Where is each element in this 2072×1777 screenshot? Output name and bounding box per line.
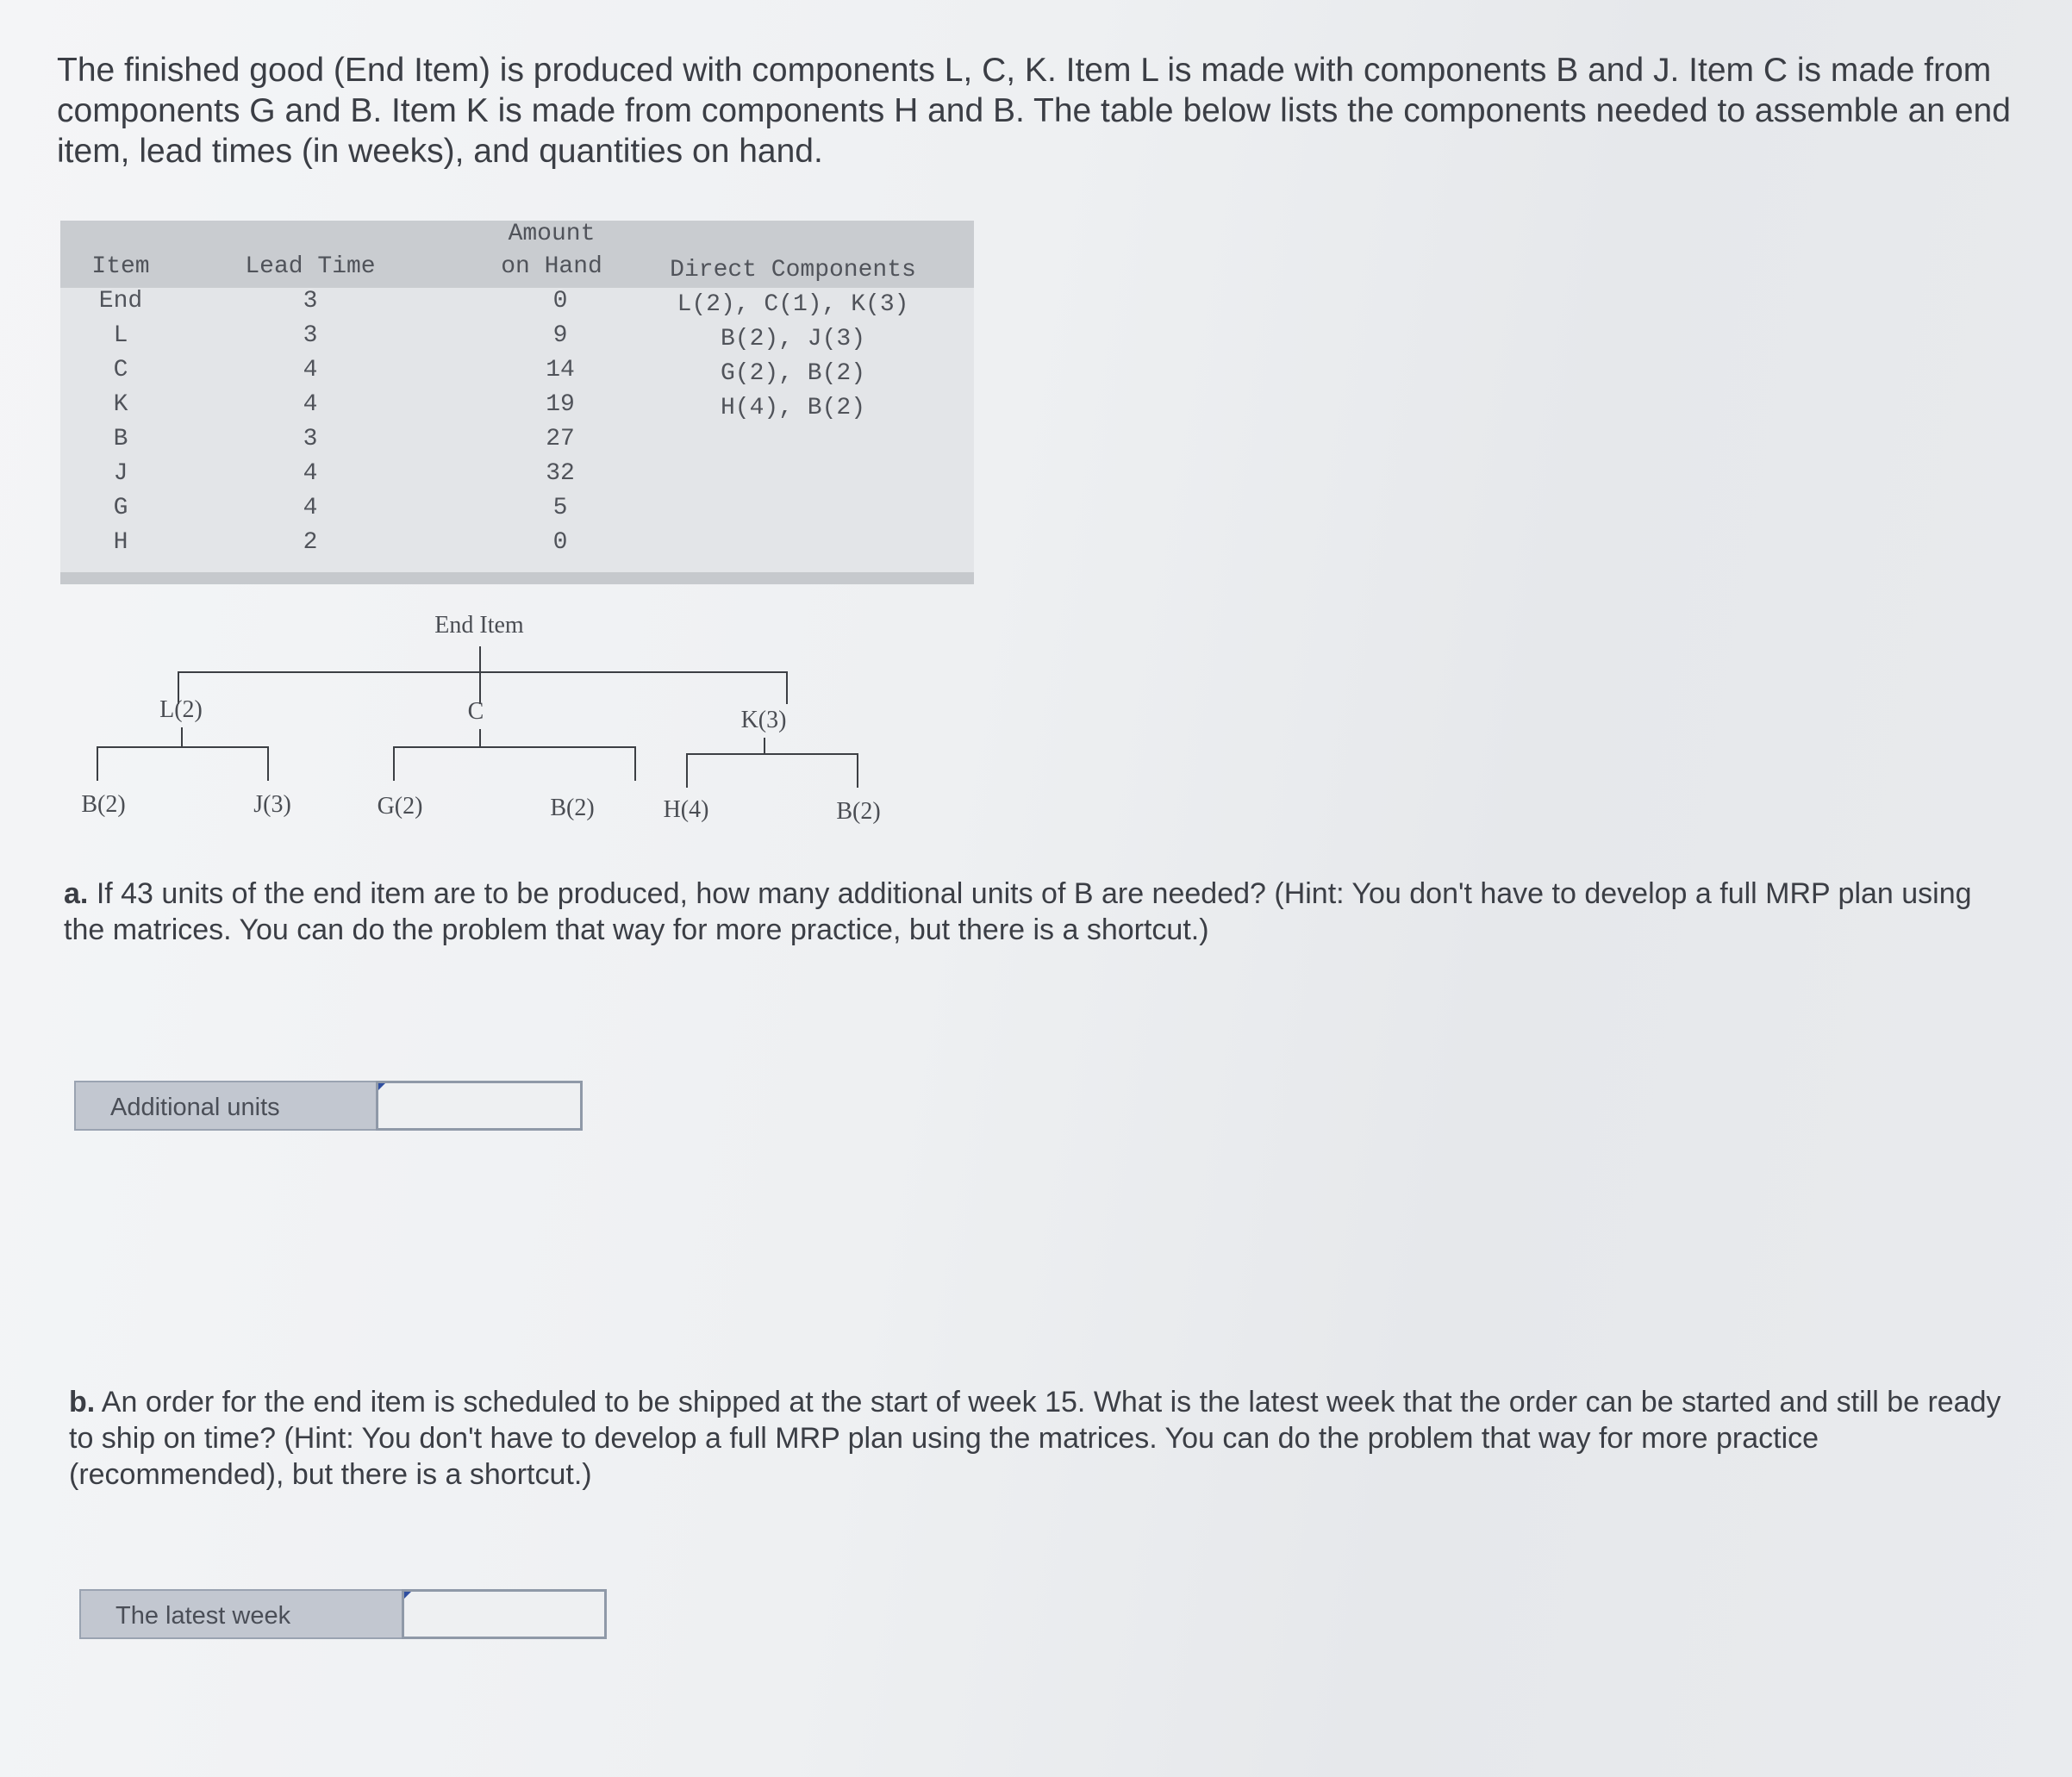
- product-structure-tree: [69, 603, 931, 827]
- tree-root-label: End Item: [434, 612, 524, 639]
- problem-statement: The finished good (End Item) is produced with components L, C, K. Item L is made with components B and J. Item C is made from components G and B. Item K is made from components H and B. The table below lists the components needed to assemble an end item, lead times (in weeks), and quantities on hand.: [57, 52, 2011, 170]
- cell-components: G(2), B(2): [720, 360, 866, 387]
- tree-connector: [393, 746, 395, 781]
- header-item: Item: [91, 253, 150, 280]
- latest-week-input[interactable]: [402, 1589, 607, 1639]
- cell-item: B: [113, 426, 128, 452]
- tree-node-k: K(3): [740, 707, 787, 733]
- tree-connector: [634, 746, 636, 781]
- cell-lead-time: 2: [303, 529, 318, 556]
- component-table: [60, 221, 974, 583]
- cell-lead-time: 4: [303, 391, 318, 418]
- cell-components: H(4), B(2): [720, 395, 866, 421]
- cell-lead-time: 4: [303, 357, 318, 383]
- tree-node-c: C: [467, 698, 484, 725]
- cell-lead-time: 3: [303, 322, 318, 349]
- tree-connector: [178, 671, 786, 673]
- tree-connector: [97, 746, 98, 781]
- header-amount-line1: Amount: [508, 221, 596, 247]
- question-a-text: If 43 units of the end item are to be produced, how many additional units of B are needed? (Hint: You don't have to develop a full MRP plan using the matrices. You can do the problem that way for more practice, but there is a shortcut.): [64, 877, 1972, 946]
- cell-item: C: [113, 357, 128, 383]
- input-marker-icon: [404, 1592, 411, 1599]
- tree-node-l: L(2): [159, 696, 203, 723]
- tree-node-h: H(4): [663, 796, 709, 823]
- answer-label-b: The latest week: [79, 1589, 407, 1639]
- cell-item: K: [113, 391, 128, 418]
- tree-connector: [686, 753, 688, 788]
- tree-connector: [857, 753, 858, 788]
- additional-units-input[interactable]: [376, 1081, 583, 1131]
- answer-row-a: [74, 1081, 583, 1131]
- tree-connector: [267, 746, 269, 781]
- question-b-text: An order for the end item is scheduled to be shipped at the start of week 15. What is the latest week that the order can be started and still be ready to ship on time? (Hint: You don't have to develop a full MRP plan using the matrices. You can do the problem that way for more practice (recommended), but there is a shortcut.): [69, 1386, 2001, 1491]
- tree-connector: [97, 746, 269, 748]
- question-a: [64, 876, 1994, 948]
- cell-lead-time: 4: [303, 495, 318, 521]
- cell-on-hand: 5: [552, 495, 568, 521]
- tree-node-b: B(2): [550, 795, 595, 821]
- tree-connector: [479, 729, 481, 746]
- tree-connector: [479, 646, 481, 672]
- tree-node-g: G(2): [377, 793, 423, 820]
- cell-item: J: [113, 460, 128, 487]
- header-amount-line2: on Hand: [501, 253, 602, 280]
- tree-node-b: B(2): [81, 791, 126, 818]
- cell-lead-time: 3: [303, 288, 318, 315]
- cell-item: L: [113, 322, 128, 349]
- cell-item: H: [113, 529, 128, 556]
- header-direct-components: Direct Components: [670, 257, 916, 284]
- cell-on-hand: 19: [546, 391, 575, 418]
- question-b-prefix: b.: [69, 1386, 96, 1418]
- tree-connector: [181, 727, 183, 746]
- cell-on-hand: 32: [546, 460, 575, 487]
- tree-node-b: B(2): [836, 798, 881, 825]
- cell-item: End: [98, 288, 143, 315]
- tree-connector: [686, 753, 858, 755]
- table-footer-bar: [60, 572, 974, 584]
- tree-connector: [764, 738, 765, 753]
- cell-components: B(2), J(3): [720, 326, 866, 352]
- cell-item: G: [113, 495, 128, 521]
- tree-connector: [786, 671, 788, 704]
- input-marker-icon: [378, 1083, 385, 1090]
- tree-node-j: J(3): [253, 791, 291, 818]
- question-b: [69, 1384, 2008, 1493]
- cell-on-hand: 0: [552, 288, 568, 315]
- cell-lead-time: 3: [303, 426, 318, 452]
- answer-row-b: [79, 1589, 607, 1639]
- cell-on-hand: 14: [546, 357, 575, 383]
- cell-on-hand: 0: [552, 529, 568, 556]
- question-a-prefix: a.: [64, 877, 89, 910]
- cell-components: L(2), C(1), K(3): [677, 291, 909, 318]
- cell-on-hand: 27: [546, 426, 575, 452]
- cell-lead-time: 4: [303, 460, 318, 487]
- tree-connector: [393, 746, 636, 748]
- cell-on-hand: 9: [552, 322, 568, 349]
- answer-label-a: Additional units: [74, 1081, 381, 1131]
- header-lead-time: Lead Time: [245, 253, 376, 280]
